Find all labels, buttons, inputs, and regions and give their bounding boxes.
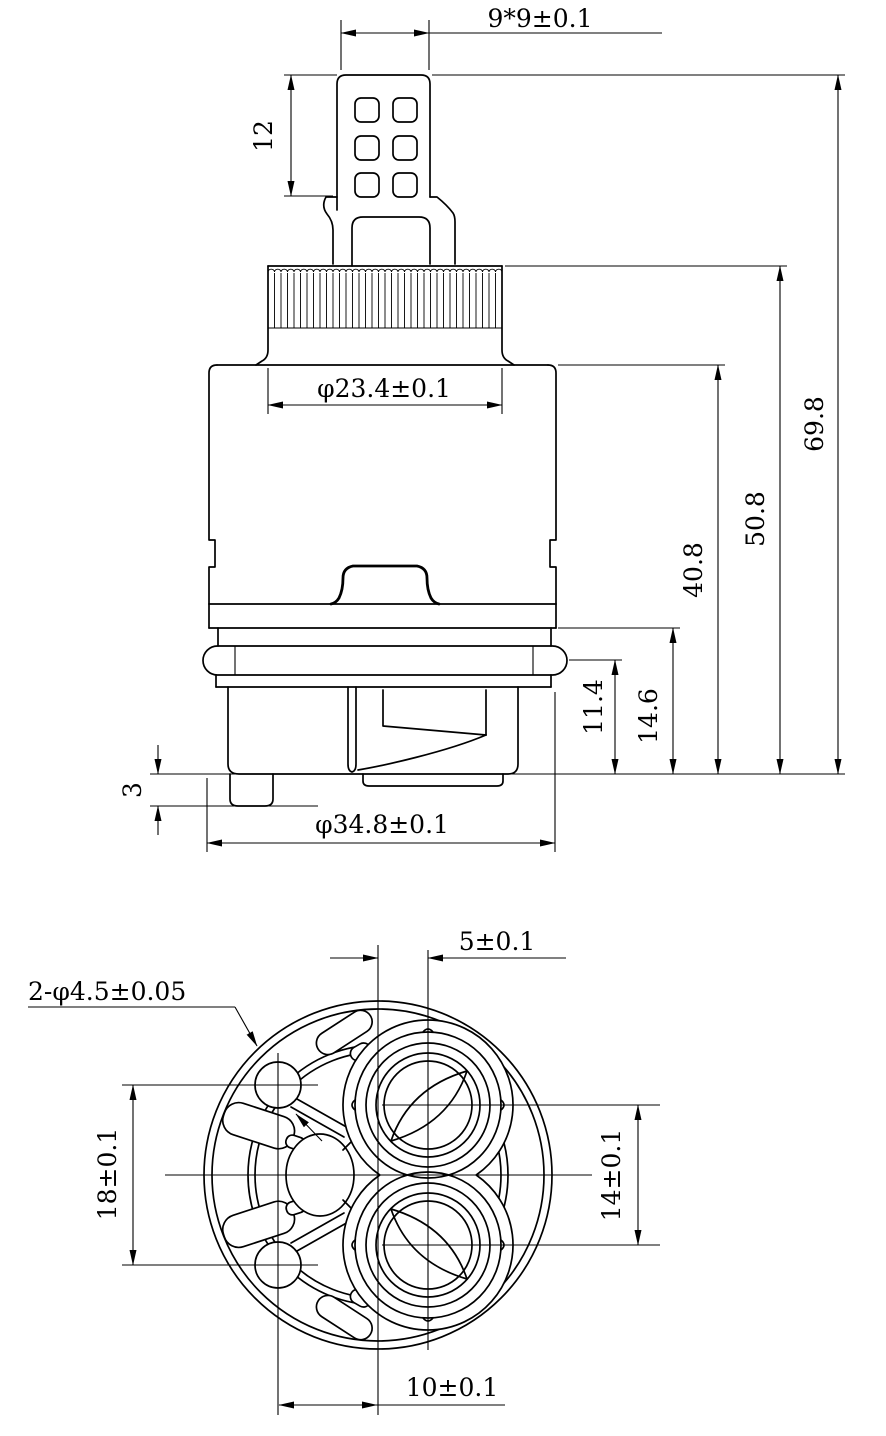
bottom-view: [28, 927, 660, 1415]
dim-pin-holes: 2-φ4.5±0.05: [28, 977, 187, 1006]
dim-stem-height: 12: [249, 120, 278, 152]
dim-port-spacing: 14±0.1: [597, 1128, 626, 1222]
dim-total-height: 69.8: [800, 396, 829, 452]
dim-center-offset: 5±0.1: [458, 927, 536, 956]
dim-base-diameter: φ34.8±0.1: [315, 810, 449, 839]
stem-square-holes: [355, 98, 417, 197]
dim-pin-spacing: 18±0.1: [93, 1127, 122, 1221]
dim-foot-height: 3: [118, 782, 147, 798]
dim-oring-height: 11.4: [579, 679, 608, 735]
dim-body-height: 40.8: [679, 542, 708, 598]
dim-plate-height: 14.6: [634, 688, 663, 744]
dim-height-to-knurl: 50.8: [741, 491, 770, 547]
side-view: [118, 4, 845, 852]
dim-hub-offset: 10±0.1: [405, 1373, 499, 1402]
cartridge-body: [209, 365, 556, 646]
dim-stem-square: 9*9±0.1: [487, 4, 593, 33]
dim-knurl-diameter: φ23.4±0.1: [317, 374, 451, 403]
stem-outline: [324, 75, 455, 266]
o-ring-seal: [203, 646, 567, 687]
side-dimensions: [118, 4, 845, 852]
lower-valve-block: [228, 687, 518, 806]
knurled-ring: [256, 266, 514, 365]
